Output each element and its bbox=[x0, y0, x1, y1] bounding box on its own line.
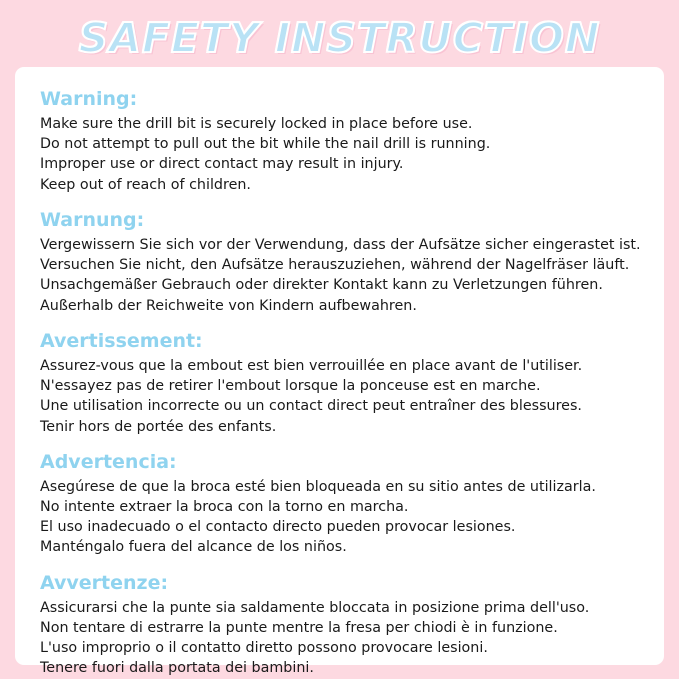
section-line: Assurez-vous que la embout est bien verrouillée en place avant de l'utiliser. bbox=[40, 357, 583, 374]
section-line: No intente extraer la broca con la torno en marcha. bbox=[40, 498, 409, 515]
section-warning-es bbox=[40, 451, 639, 558]
section-heading: Advertencia: bbox=[40, 450, 177, 473]
section-line: Manténgalo fuera del alcance de los niños. bbox=[40, 539, 347, 556]
section-warning-en bbox=[40, 88, 639, 195]
page-title: SAFETY INSTRUCTION bbox=[78, 14, 601, 62]
section-line: El uso inadecuado o el contacto directo pueden provocar lesiones. bbox=[40, 519, 516, 536]
section-line: Außerhalb der Reichweite von Kindern aufbewahren. bbox=[40, 297, 417, 314]
section-line: Improper use or direct contact may result in injury. bbox=[40, 156, 404, 173]
section-line: Make sure the drill bit is securely locked in place before use. bbox=[40, 115, 473, 132]
section-warning-fr bbox=[40, 330, 639, 437]
section-line: N'essayez pas de retirer l'embout lorsque la ponceuse est en marche. bbox=[40, 377, 541, 394]
section-line: Vergewissern Sie sich vor der Verwendung, dass der Aufsätze sicher eingerastet ist. bbox=[40, 236, 641, 253]
instructions-card bbox=[18, 70, 661, 677]
section-heading: Warnung: bbox=[40, 208, 145, 231]
section-line: Tenir hors de portée des enfants. bbox=[40, 418, 277, 435]
section-warning-de bbox=[40, 209, 639, 316]
section-warning-it bbox=[40, 572, 639, 679]
section-heading: Avvertenze: bbox=[40, 571, 169, 594]
section-line: Do not attempt to pull out the bit while the nail drill is running. bbox=[40, 136, 491, 153]
section-line: Tenere fuori dalla portata dei bambini. bbox=[40, 660, 314, 677]
section-line: Assicurarsi che la punte sia saldamente bloccata in posizione prima dell'uso. bbox=[40, 599, 590, 616]
section-line: Non tentare di estrarre la punte mentre la fresa per chiodi è in funzione. bbox=[40, 619, 558, 636]
section-heading: Avertissement: bbox=[40, 329, 203, 352]
section-line: L'uso improprio o il contatto diretto possono provocare lesioni. bbox=[40, 640, 488, 657]
section-line: Keep out of reach of children. bbox=[40, 176, 251, 193]
section-line: Une utilisation incorrecte ou un contact direct peut entraîner des blessures. bbox=[40, 398, 582, 415]
section-line: Versuchen Sie nicht, den Aufsätze herauszuziehen, während der Nagelfräser läuft. bbox=[40, 256, 630, 273]
section-line: Unsachgemäßer Gebrauch oder direkter Kontakt kann zu Verletzungen führen. bbox=[40, 277, 603, 294]
section-heading: Warning: bbox=[40, 88, 138, 110]
section-line: Asegúrese de que la broca esté bien bloqueada en su sitio antes de utilizarla. bbox=[40, 478, 596, 495]
